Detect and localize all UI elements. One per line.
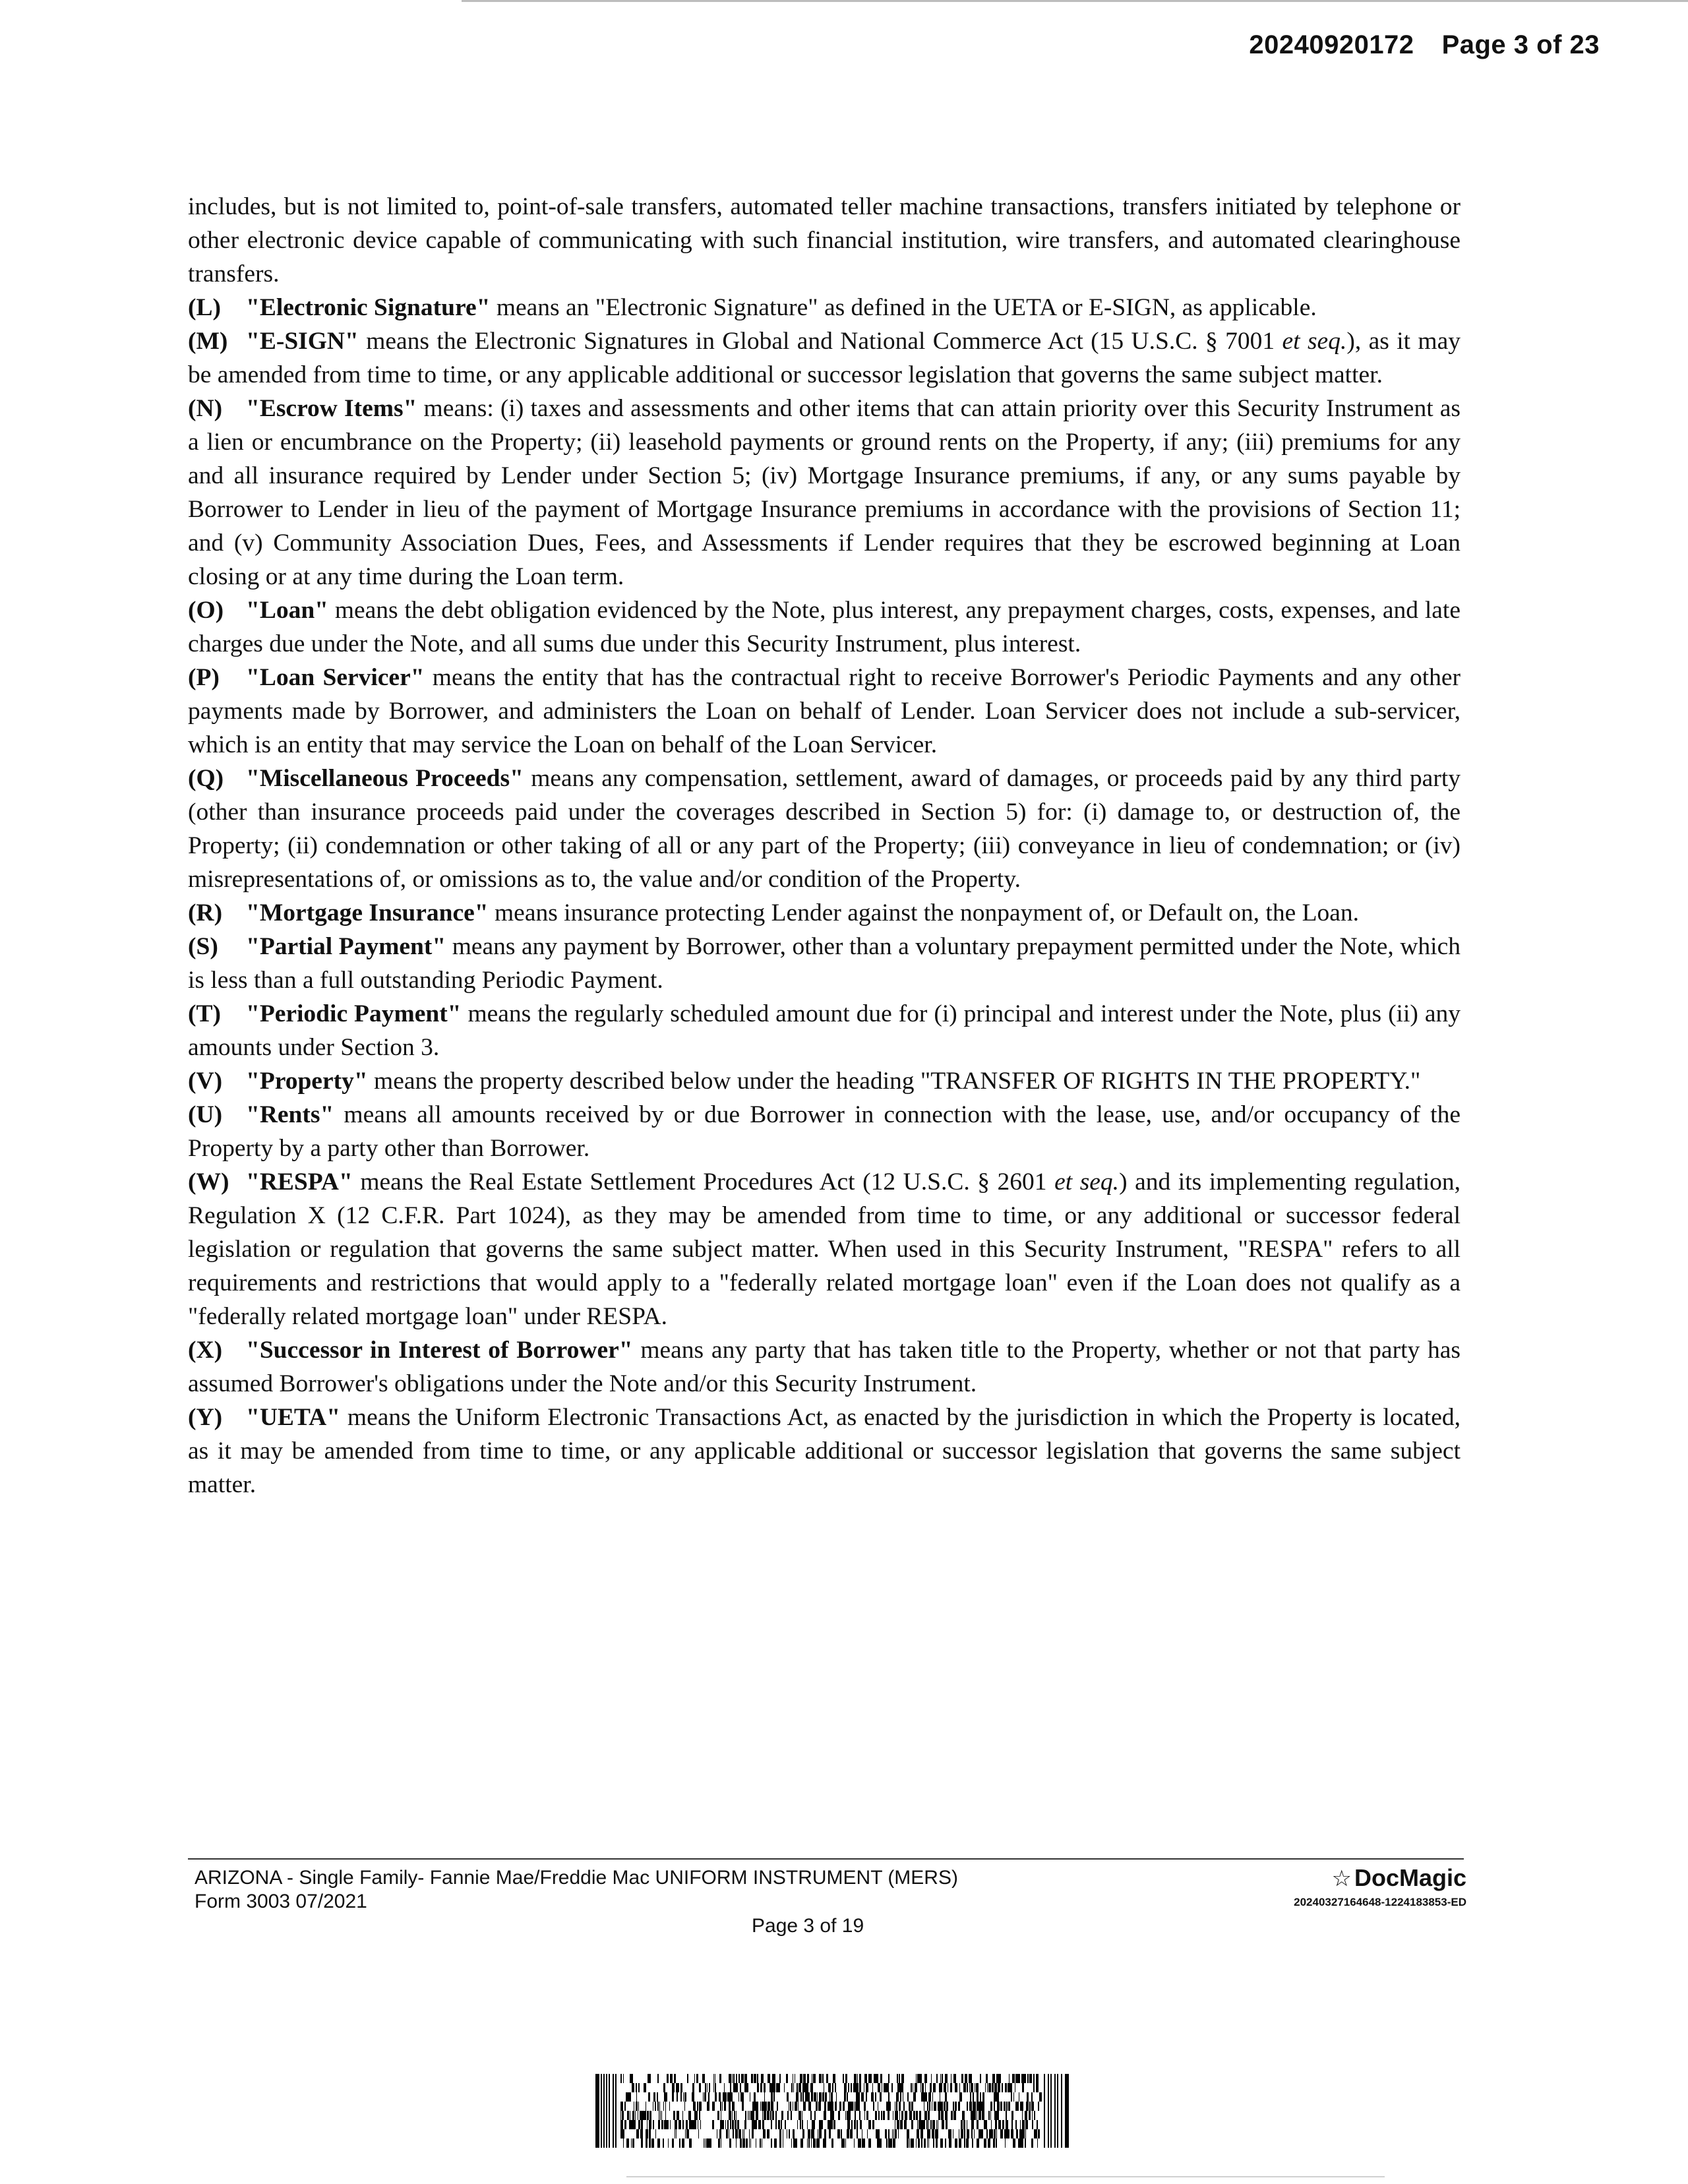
definition-text: means the Uniform Electronic Transactions Act, as enacted by the jurisdiction in which the Property is located, as it may be amended from time to time, or any applicable additional or successor legislation that governs the same subject matter.: [188, 1404, 1461, 1498]
definition-text: means the regularly scheduled amount due for (i) principal and interest under the Note, plus (ii) any amounts under Section 3.: [188, 1000, 1461, 1061]
definition-text: means the debt obligation evidenced by the Note, plus interest, any prepayment charges, costs, expenses, and late charges due under the Note, and all sums due under this Security Instrument, plus interest.: [188, 597, 1461, 657]
definition-letter: (N): [188, 395, 223, 422]
definition-text: means any compensation, settlement, award of damages, or proceeds paid by any third party (other than insurance proceeds paid under the coverages described in Section 5) for: (i) damage to, or destruction of, the Property; (ii) condemnation or other taking of all or any part of the Property; (iii) conveyance in lieu of condemnation; or (iv) misrepresentations of, or omissions as to, the value and/or condition of the Property.: [188, 765, 1461, 893]
footer-divider: [188, 1858, 1464, 1860]
definition-term: "Periodic Payment": [246, 1000, 462, 1027]
definition-text-after: ) and its implementing regulation, Regulation X (12 C.F.R. Part 1024), as they may be amended from time to time, or any additional or successor federal legislation or regulation that governs the same subject matter. When used in this Security Instrument, "RESPA" refers to all requirements and restrictions that would apply to a "federally related mortgage loan" even if the Loan does not qualify as a "federally related mortgage loan" under RESPA.: [188, 1168, 1461, 1330]
form-page-label: Page 3 of 19: [752, 1915, 864, 1937]
definition-term: "E-SIGN": [246, 328, 359, 355]
document-number: 20240920172: [1249, 30, 1414, 59]
definition-t: [188, 997, 1461, 1064]
definition-letter: (Y): [188, 1404, 223, 1431]
definition-text: means the Electronic Signatures in Global and National Commerce Act (15 U.S.C. § 7001: [358, 328, 1282, 355]
definition-letter: (T): [188, 1000, 221, 1027]
definition-text: means any payment by Borrower, other than a voluntary prepayment permitted under the Note, which is less than a full outstanding Periodic Payment.: [188, 933, 1461, 994]
docmagic-logo: [1294, 1865, 1466, 1892]
definition-text: means all amounts received by or due Borrower in connection with the lease, use, and/or occupancy of the Property by a party other than Borrower.: [188, 1101, 1461, 1162]
definition-letter: (R): [188, 899, 223, 926]
definition-term: "Partial Payment": [246, 933, 446, 960]
definition-term: "Loan Servicer": [246, 664, 425, 691]
definition-term: "Mortgage Insurance": [246, 899, 489, 926]
definition-letter: (S): [188, 933, 218, 960]
definition-term: "Loan": [246, 597, 329, 624]
definition-y: [188, 1401, 1461, 1502]
form-title: ARIZONA - Single Family- Fannie Mae/Freddie Mac UNIFORM INSTRUMENT (MERS): [195, 1867, 958, 1889]
star-outline-icon: ☆: [1331, 1866, 1352, 1891]
definition-q: [188, 762, 1461, 896]
definition-text-after: ), as it may be amended from time to time, or any applicable additional or successor legislation that governs the same subject matter.: [188, 328, 1461, 388]
definition-text: means the Real Estate Settlement Procedures Act (12 U.S.C. § 2601: [352, 1168, 1055, 1196]
definition-m: [188, 324, 1461, 392]
definition-w: [188, 1165, 1461, 1333]
definition-text: means: (i) taxes and assessments and other items that can attain priority over this Security Instrument as a lien or encumbrance on the Property; (ii) leasehold payments or ground rents on the Property, if any; (iii) premiums for any and all insurance required by Lender under Section 5; (iv) Mortgage Insurance premiums, if any, or any sums payable by Borrower to Lender in lieu of the payment of Mortgage Insurance premiums in accordance with the provisions of Section 11; and (v) Community Association Dues, Fees, and Assessments if Lender requires that they be escrowed beginning at Loan closing or at any time during the Loan term.: [188, 395, 1461, 590]
definition-term: "Miscellaneous Proceeds": [246, 765, 524, 792]
definition-o: [188, 593, 1461, 661]
brand-name: DocMagic: [1354, 1864, 1466, 1891]
definition-l: [188, 291, 1461, 324]
bottom-edge-rule: [626, 2176, 1385, 2177]
barcode-image: [595, 2074, 1069, 2148]
definition-letter: (V): [188, 1068, 223, 1095]
definition-term: "Successor in Interest of Borrower": [246, 1337, 633, 1364]
recording-header: [1249, 30, 1600, 60]
definition-text: means the property described below under the heading "TRANSFER OF RIGHTS IN THE PROPERTY.": [367, 1068, 1421, 1095]
document-body: [188, 190, 1461, 1502]
definition-letter: (Q): [188, 765, 224, 792]
definition-term: "Electronic Signature": [246, 294, 491, 321]
definition-text: means insurance protecting Lender against the nonpayment of, or Default on, the Loan.: [488, 899, 1360, 926]
definition-r: [188, 896, 1461, 930]
definition-italic: et seq.: [1282, 328, 1347, 355]
definition-term: "Escrow Items": [246, 395, 417, 422]
definition-letter: (M): [188, 328, 228, 355]
intro-paragraph: includes, but is not limited to, point-of-sale transfers, automated teller machine transactions, transfers initiated by telephone or other electronic device capable of communicating with such financial institution, wire transfers, and automated clearinghouse transfers.: [188, 193, 1461, 288]
definition-term: "UETA": [246, 1404, 341, 1431]
definition-letter: (L): [188, 294, 221, 321]
docmagic-brand-block: [1294, 1865, 1466, 1909]
definition-text: means an "Electronic Signature" as defined in the UETA or E-SIGN, as applicable.: [490, 294, 1317, 321]
definition-term: "Property": [246, 1068, 368, 1095]
definition-x: [188, 1333, 1461, 1401]
definition-text: means the entity that has the contractual right to receive Borrower's Periodic Payments and any other payments made by Borrower, and administers the Loan on behalf of Lender. Loan Servicer does not include a sub-servicer, which is an entity that may service the Loan on behalf of the Loan Servicer.: [188, 664, 1461, 758]
definition-term: "Rents": [246, 1101, 334, 1128]
definition-letter: (W): [188, 1168, 229, 1196]
top-edge-rule: [462, 0, 1688, 2]
definition-text: means any party that has taken title to the Property, whether or not that party has assumed Borrower's obligations under the Note and/or this Security Instrument.: [188, 1337, 1461, 1397]
form-footer: [195, 1866, 958, 1914]
form-number: Form 3003 07/2021: [195, 1891, 367, 1912]
definition-letter: (U): [188, 1101, 223, 1128]
definition-letter: (P): [188, 664, 220, 691]
definition-v: [188, 1064, 1461, 1098]
docmagic-document-id: 20240327164648-1224183853-ED: [1294, 1896, 1466, 1908]
definition-n: [188, 392, 1461, 593]
recording-page-label: Page 3 of 23: [1441, 30, 1600, 59]
definition-letter: (O): [188, 597, 224, 624]
definition-p: [188, 661, 1461, 762]
definition-s: [188, 930, 1461, 997]
definition-u: [188, 1098, 1461, 1165]
definition-italic: et seq.: [1054, 1168, 1120, 1196]
definition-term: "RESPA": [246, 1168, 353, 1196]
definition-letter: (X): [188, 1337, 223, 1364]
